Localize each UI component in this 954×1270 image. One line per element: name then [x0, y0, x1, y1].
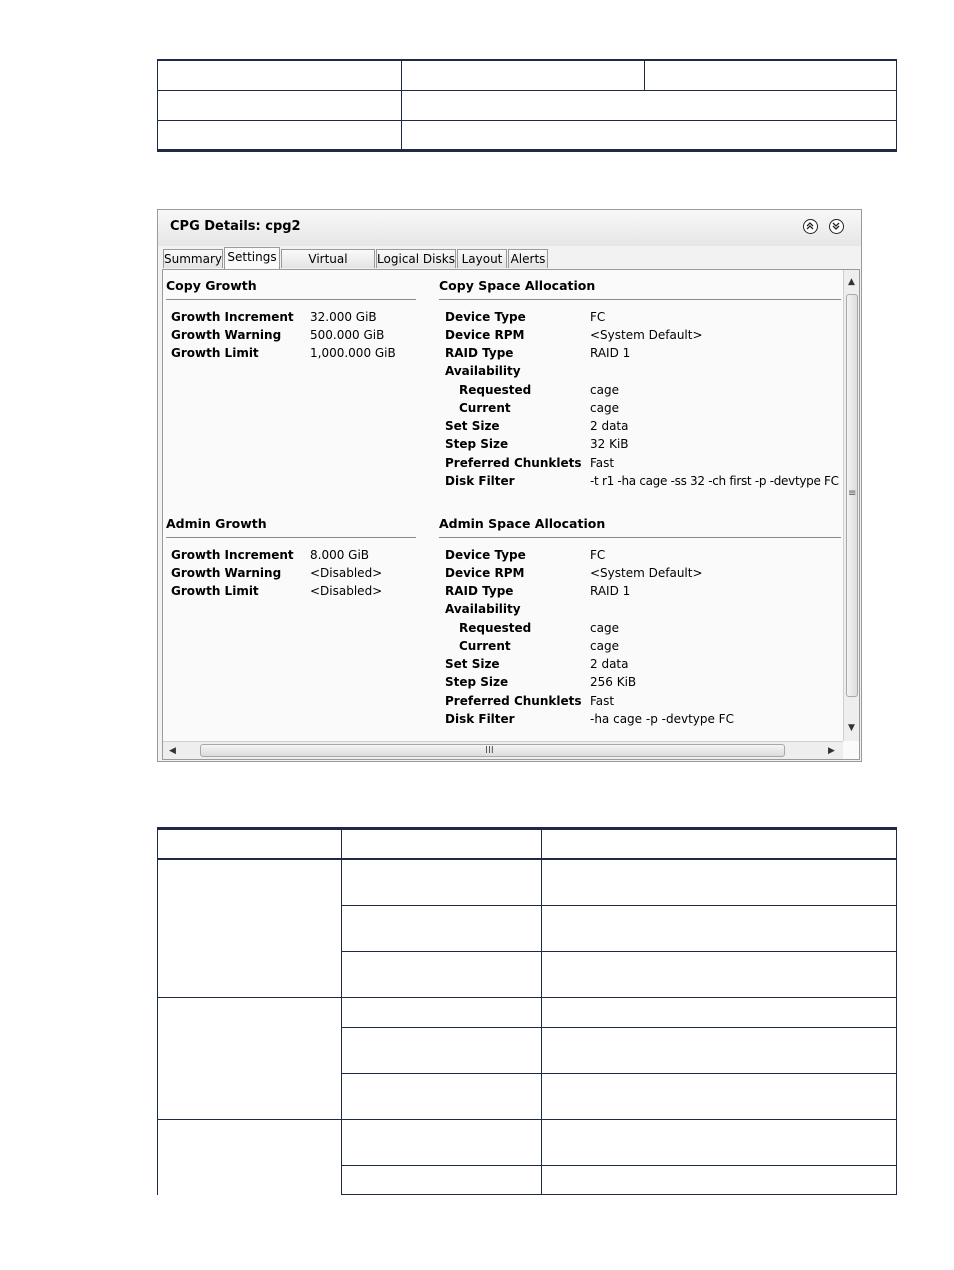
field-label: Device Type: [445, 310, 526, 324]
field-value: Fast: [590, 694, 615, 708]
copy-growth-title: Copy Growth: [166, 278, 257, 293]
table-header-row: [158, 829, 897, 860]
field-value: 32.000 GiB: [310, 310, 377, 324]
field-label: Disk Filter: [445, 712, 515, 726]
field-value: <Disabled>: [310, 584, 383, 598]
table-cell: [342, 906, 542, 952]
double-chevron-up-icon[interactable]: [803, 219, 818, 234]
table-row: [158, 998, 897, 1028]
field-value: 500.000 GiB: [310, 328, 385, 342]
table-cell: [542, 906, 897, 952]
field-label: Growth Limit: [171, 346, 259, 360]
table-cell: [342, 1120, 542, 1166]
section-divider: [166, 299, 416, 300]
field-value: cage: [590, 621, 619, 635]
panel-header: [158, 210, 861, 246]
field-label: Growth Increment: [171, 548, 294, 562]
tab-summary[interactable]: Summary: [163, 249, 223, 268]
field-value: 2 data: [590, 657, 629, 671]
section-divider: [439, 537, 841, 538]
horizontal-scroll-thumb[interactable]: [200, 744, 785, 757]
table-cell: [342, 1166, 542, 1195]
tab-virtual-volumes[interactable]: Virtual: [281, 249, 375, 268]
table-row: [158, 91, 897, 121]
table-cell: [342, 1028, 542, 1074]
field-value: FC: [590, 548, 606, 562]
field-value: <Disabled>: [310, 566, 383, 580]
field-label: Growth Limit: [171, 584, 259, 598]
field-value: <System Default>: [590, 328, 703, 342]
field-label: Preferred Chunklets: [445, 456, 582, 470]
table-cell: [542, 952, 897, 998]
document-table-bottom: [157, 827, 897, 1195]
field-value: Fast: [590, 456, 615, 470]
field-label: Set Size: [445, 419, 500, 433]
field-label: Preferred Chunklets: [445, 694, 582, 708]
field-value: <System Default>: [590, 566, 703, 580]
scroll-grip-icon: ≡: [848, 488, 857, 499]
field-label: Disk Filter: [445, 474, 515, 488]
field-value: -t r1 -ha cage -ss 32 -ch first -p -devtype FC: [590, 474, 839, 488]
field-label: Availability: [445, 364, 521, 378]
admin-space-allocation-title: Admin Space Allocation: [439, 516, 606, 531]
table-cell: [158, 829, 342, 860]
field-label: Set Size: [445, 657, 500, 671]
field-value: 32 KiB: [590, 437, 629, 451]
tab-alerts[interactable]: Alerts: [508, 249, 548, 268]
field-label: Availability: [445, 602, 521, 616]
field-value: FC: [590, 310, 606, 324]
field-label: Step Size: [445, 675, 509, 689]
table-cell: [342, 859, 542, 906]
section-divider: [439, 299, 841, 300]
table-cell: [158, 91, 402, 121]
table-cell: [542, 1166, 897, 1195]
field-label: RAID Type: [445, 346, 514, 360]
horizontal-scrollbar[interactable]: [163, 741, 843, 760]
field-value: cage: [590, 639, 619, 653]
table-row: [158, 60, 897, 91]
field-label: Growth Warning: [171, 566, 282, 580]
settings-content: [162, 269, 860, 760]
field-label: Requested: [459, 621, 532, 635]
field-value: RAID 1: [590, 584, 631, 598]
field-label: Device RPM: [445, 566, 525, 580]
field-value: 1,000.000 GiB: [310, 346, 396, 360]
vertical-scrollbar[interactable]: [843, 270, 860, 741]
field-label: RAID Type: [445, 584, 514, 598]
table-cell: [542, 1028, 897, 1074]
section-divider: [166, 537, 416, 538]
panel-title: CPG Details: cpg2: [170, 219, 301, 234]
field-value: cage: [590, 383, 619, 397]
tab-settings[interactable]: Settings: [224, 247, 280, 269]
table-cell: [402, 91, 897, 121]
admin-growth-title: Admin Growth: [166, 516, 267, 531]
table-row: [158, 121, 897, 151]
table-cell: [402, 121, 897, 151]
field-label: Device Type: [445, 548, 526, 562]
table-cell: [542, 829, 897, 860]
field-value: cage: [590, 401, 619, 415]
field-value: -ha cage -p -devtype FC: [590, 712, 734, 726]
table-cell: [342, 952, 542, 998]
table-cell: [342, 829, 542, 860]
table-cell: [158, 859, 342, 998]
table-cell: [342, 1074, 542, 1120]
scroll-down-arrow-icon[interactable]: ▼: [848, 723, 855, 733]
field-label: Growth Warning: [171, 328, 282, 342]
field-label: Growth Increment: [171, 310, 294, 324]
field-label: Device RPM: [445, 328, 525, 342]
field-label: Requested: [459, 383, 532, 397]
table-row: [158, 1120, 897, 1166]
scroll-right-arrow-icon[interactable]: ▶: [828, 746, 835, 756]
table-cell: [542, 1074, 897, 1120]
table-cell: [645, 60, 897, 91]
scroll-up-arrow-icon[interactable]: ▲: [848, 277, 855, 287]
double-chevron-down-icon[interactable]: [829, 219, 844, 234]
field-value: 256 KiB: [590, 675, 637, 689]
table-cell: [158, 121, 402, 151]
field-label: Step Size: [445, 437, 509, 451]
tab-logical-disks[interactable]: Logical Disks: [376, 249, 456, 268]
field-label: Current: [459, 401, 511, 415]
field-label: Current: [459, 639, 511, 653]
document-table-top: [157, 59, 897, 152]
scroll-left-arrow-icon[interactable]: ◀: [169, 746, 176, 756]
table-row: [158, 859, 897, 906]
copy-space-allocation-title: Copy Space Allocation: [439, 278, 596, 293]
field-value: RAID 1: [590, 346, 631, 360]
cpg-details-panel: [157, 209, 862, 762]
vertical-scroll-thumb[interactable]: [846, 294, 858, 697]
table-cell: [542, 859, 897, 906]
table-cell: [542, 1120, 897, 1166]
table-cell: [158, 998, 342, 1120]
scroll-grip-icon: III: [485, 745, 494, 756]
field-value: 2 data: [590, 419, 629, 433]
table-cell: [402, 60, 645, 91]
table-cell: [342, 998, 542, 1028]
table-cell: [158, 60, 402, 91]
field-value: 8.000 GiB: [310, 548, 370, 562]
tab-layout[interactable]: Layout: [457, 249, 507, 268]
table-cell: [158, 1120, 342, 1195]
table-cell: [542, 998, 897, 1028]
